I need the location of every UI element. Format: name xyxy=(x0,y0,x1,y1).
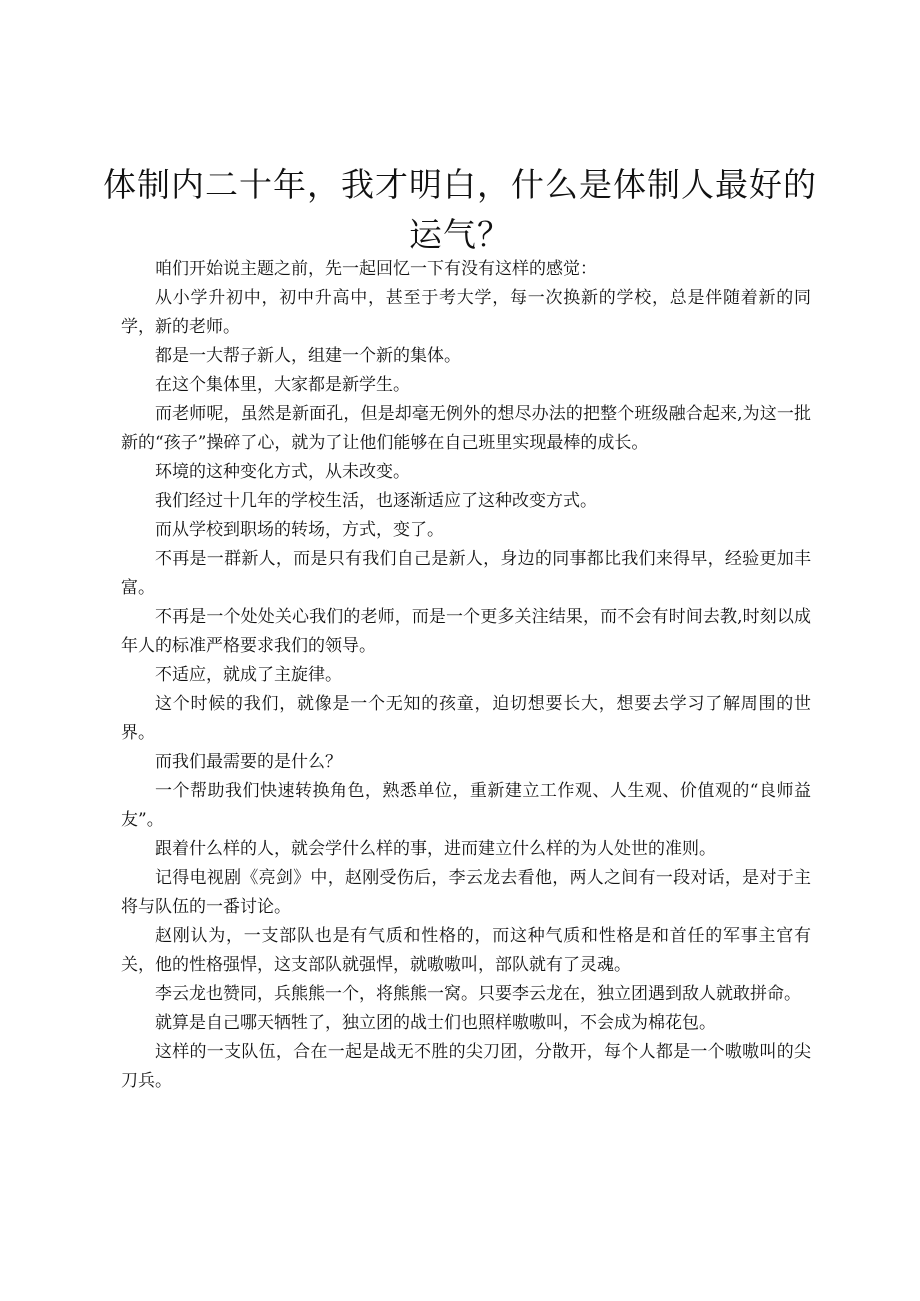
paragraph: 不再是一个处处关心我们的老师，而是一个更多关注结果，而不会有时间去教,时刻以成年人的标准严格要求我们的领导。 xyxy=(121,607,811,656)
article-title: 体制内二十年，我才明白，什么是体制人最好的运气？ xyxy=(103,165,817,254)
paragraph: 而我们最需要的是什么？ xyxy=(155,752,342,772)
paragraph: 而老师呢，虽然是新面孔，但是却毫无例外的想尽办法的把整个班级融合起来,为这一批新的“孩子”操碎了心，就为了让他们能够在自己班里实现最棒的成长。 xyxy=(121,404,811,453)
paragraph: 我们经过十几年的学校生活，也逐渐适应了这种改变方式。 xyxy=(155,491,597,511)
paragraph: 咱们开始说主题之前，先一起回忆一下有没有这样的感觉： xyxy=(155,259,597,279)
paragraph: 跟着什么样的人，就会学什么样的事，进而建立什么样的为人处世的准则。 xyxy=(155,839,716,859)
paragraph: 就算是自己哪天牺牲了，独立团的战士们也照样嗷嗷叫，不会成为棉花包。 xyxy=(155,1013,716,1033)
paragraph: 一个帮助我们快速转换角色，熟悉单位，重新建立工作观、人生观、价值观的“良师益友”。 xyxy=(121,781,811,830)
paragraph: 赵刚认为，一支部队也是有气质和性格的，而这种气质和性格是和首任的军事主官有关，他的性格强悍，这支部队就强悍，就嗷嗷叫，部队就有了灵魂。 xyxy=(121,926,811,975)
paragraph: 都是一大帮子新人，组建一个新的集体。 xyxy=(155,346,461,366)
paragraph: 这个时候的我们，就像是一个无知的孩童，迫切想要长大，想要去学习了解周围的世界。 xyxy=(121,694,811,743)
paragraph: 这样的一支队伍，合在一起是战无不胜的尖刀团，分散开，每个人都是一个嗷嗷叫的尖刀兵。 xyxy=(121,1042,811,1091)
paragraph: 不再是一群新人，而是只有我们自己是新人，身边的同事都比我们来得早，经验更加丰富。 xyxy=(121,549,811,598)
paragraph: 李云龙也赞同，兵熊熊一个，将熊熊一窝。只要李云龙在，独立团遇到敌人就敢拼命。 xyxy=(155,984,801,1004)
paragraph: 环境的这种变化方式，从未改变。 xyxy=(155,462,410,482)
paragraph: 在这个集体里，大家都是新学生。 xyxy=(155,375,410,395)
paragraph: 记得电视剧《亮剑》中，赵刚受伤后，李云龙去看他，两人之间有一段对话，是对于主将与队伍的一番讨论。 xyxy=(121,868,811,917)
paragraph: 不适应，就成了主旋律。 xyxy=(155,665,342,685)
paragraph: 而从学校到职场的转场，方式，变了。 xyxy=(155,520,444,540)
article-body xyxy=(121,255,811,1096)
paragraph: 从小学升初中，初中升高中，甚至于考大学，每一次换新的学校，总是伴随着新的同学，新的老师。 xyxy=(121,288,811,337)
